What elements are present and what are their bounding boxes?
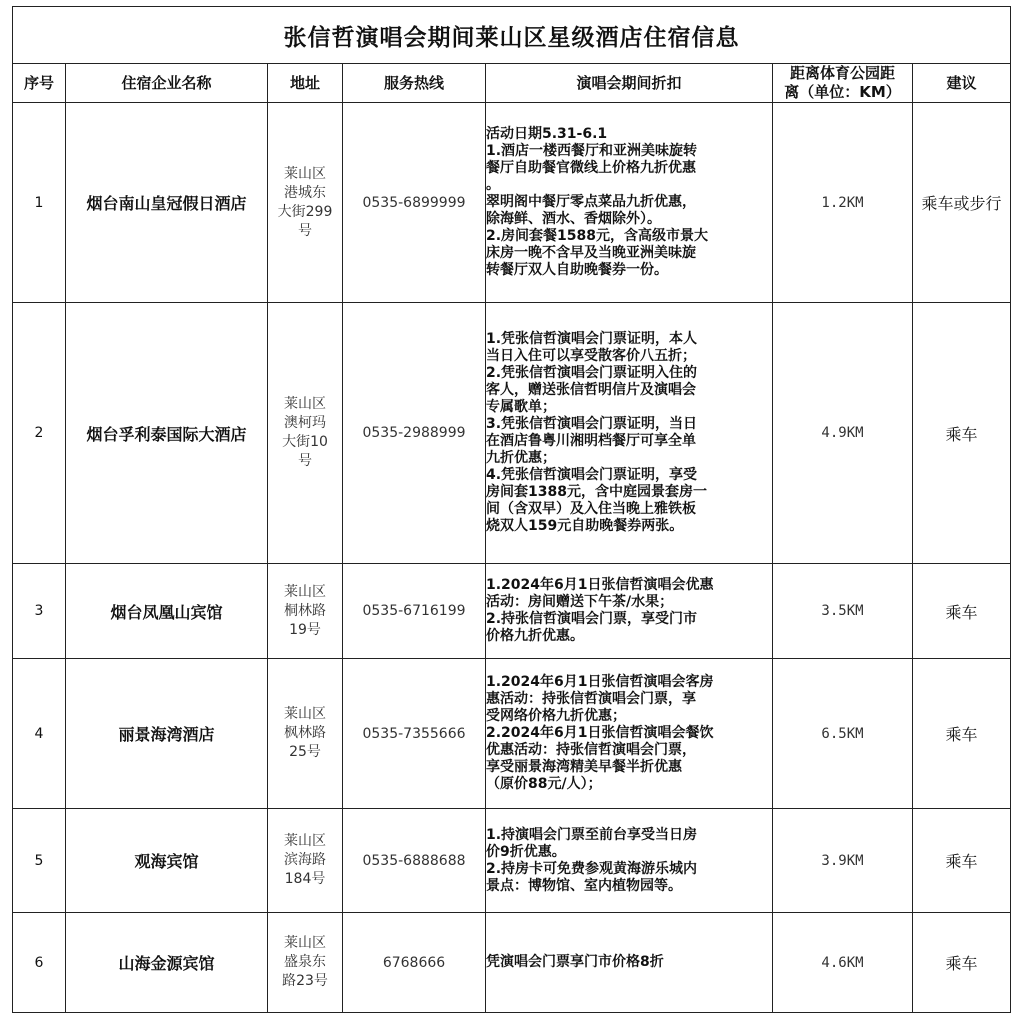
hotel-address <box>268 303 343 564</box>
address-line: 港城东 <box>284 184 326 201</box>
hotel-name: 丽景海湾酒店 <box>66 659 268 809</box>
hotel-discount <box>486 809 773 913</box>
discount-line: 2.凭张信哲演唱会门票证明入住的 <box>486 365 698 381</box>
discount-line: 翠明阁中餐厅零点菜品九折优惠， <box>486 194 696 210</box>
hotel-hotline: 0535-6899999 <box>343 103 486 303</box>
discount-line: 房间套1388元，含中庭园景套房一 <box>486 484 707 500</box>
address-line: 184号 <box>284 871 326 887</box>
table-row <box>13 913 1011 1013</box>
discount-line: 价9折优惠。 <box>486 843 566 860</box>
discount-line: 4.凭张信哲演唱会门票证明，享受 <box>486 467 698 483</box>
discount-line: 2.房间套餐1588元，含高级市景大 <box>486 228 709 244</box>
discount-line: 1.持演唱会门票至前台享受当日房 <box>486 826 698 843</box>
hotel-suggestion: 乘车 <box>913 809 1011 913</box>
hotel-info-sheet <box>12 6 1010 1013</box>
address-line: 滨海路 <box>284 852 326 868</box>
hotel-discount <box>486 913 773 1013</box>
row-index: 2 <box>13 303 66 564</box>
address-line: 莱山区 <box>284 935 326 951</box>
hotel-address <box>268 913 343 1013</box>
discount-line: 间（含双早）及入住当晚上雅铁板 <box>486 501 696 517</box>
discount-line: 1.2024年6月1日张信哲演唱会客房 <box>486 674 714 690</box>
header-discount: 演唱会期间折扣 <box>486 64 773 103</box>
address-line: 桐林路 <box>284 602 326 619</box>
hotel-suggestion: 乘车 <box>913 913 1011 1013</box>
table-row <box>13 103 1011 303</box>
address-line: 号 <box>298 453 312 469</box>
discount-line: 在酒店鲁粤川湘明档餐厅可享全单 <box>486 433 696 449</box>
discount-line: 惠活动：持张信哲演唱会门票，享 <box>486 691 696 707</box>
address-line: 莱山区 <box>284 833 326 849</box>
discount-line: 2.持房卡可免费参观黄海游乐城内 <box>486 860 698 877</box>
discount-line: 凭演唱会门票享门市价格8折 <box>486 954 664 970</box>
table-row <box>13 303 1011 564</box>
discount-line: 1.酒店一楼西餐厅和亚洲美味旋转 <box>486 143 698 159</box>
discount-line: 受网络价格九折优惠； <box>486 708 626 724</box>
address-line: 大街10 <box>282 434 328 450</box>
discount-line: 1.2024年6月1日张信哲演唱会优惠 <box>486 577 714 593</box>
address-line: 莱山区 <box>284 165 326 182</box>
table-row <box>13 809 1011 913</box>
discount-line: 2.2024年6月1日张信哲演唱会餐饮 <box>486 725 714 741</box>
hotel-distance: 3.9KM <box>773 809 913 913</box>
hotel-hotline: 0535-6716199 <box>343 564 486 659</box>
discount-line: 2.持张信哲演唱会门票，享受门市 <box>486 611 698 627</box>
discount-line: 九折优惠； <box>486 450 556 466</box>
hotel-hotline: 0535-2988999 <box>343 303 486 564</box>
discount-line: 转餐厅双人自助晚餐券一份。 <box>486 262 668 278</box>
hotel-suggestion: 乘车 <box>913 564 1011 659</box>
header-address: 地址 <box>268 64 343 103</box>
hotel-discount <box>486 564 773 659</box>
hotel-hotline: 6768666 <box>343 913 486 1013</box>
hotel-distance: 6.5KM <box>773 659 913 809</box>
discount-line: 优惠活动：持张信哲演唱会门票， <box>486 742 696 758</box>
discount-line: 除海鲜、酒水、香烟除外）。 <box>486 211 661 227</box>
hotel-distance: 4.9KM <box>773 303 913 564</box>
header-distance <box>773 64 913 103</box>
hotel-hotline: 0535-6888688 <box>343 809 486 913</box>
row-index: 3 <box>13 564 66 659</box>
discount-line: 活动：房间赠送下午茶/水果； <box>486 594 674 610</box>
address-line: 枫林路 <box>284 725 326 741</box>
address-line: 号 <box>298 222 312 239</box>
hotel-distance: 4.6KM <box>773 913 913 1013</box>
row-index: 1 <box>13 103 66 303</box>
hotel-name: 烟台孚利泰国际大酒店 <box>66 303 268 564</box>
address-line: 莱山区 <box>284 396 326 412</box>
discount-line: 3.凭张信哲演唱会门票证明，当日 <box>486 416 698 432</box>
address-line: 大街299 <box>277 203 333 220</box>
page-title: 张信哲演唱会期间莱山区星级酒店住宿信息 <box>13 7 1011 64</box>
discount-line: 当日入住可以享受散客价八五折； <box>486 348 696 364</box>
row-index: 4 <box>13 659 66 809</box>
discount-line: 价格九折优惠。 <box>486 628 584 644</box>
hotel-discount <box>486 659 773 809</box>
discount-line: 餐厅自助餐官微线上价格九折优惠 <box>486 160 696 176</box>
hotel-discount <box>486 103 773 303</box>
row-index: 5 <box>13 809 66 913</box>
address-line: 25号 <box>289 744 321 760</box>
hotel-address <box>268 659 343 809</box>
discount-line: 烧双人159元自助晚餐券两张。 <box>486 518 684 534</box>
header-row <box>13 64 1011 103</box>
table-row <box>13 564 1011 659</box>
hotel-name: 烟台南山皇冠假日酒店 <box>66 103 268 303</box>
hotel-distance: 3.5KM <box>773 564 913 659</box>
header-name: 住宿企业名称 <box>66 64 268 103</box>
header-suggestion: 建议 <box>913 64 1011 103</box>
hotel-name: 山海金源宾馆 <box>66 913 268 1013</box>
discount-line: 活动日期5.31-6.1 <box>486 126 608 142</box>
header-index: 序号 <box>13 64 66 103</box>
discount-line: 专属歌单； <box>486 399 556 415</box>
hotel-distance: 1.2KM <box>773 103 913 303</box>
discount-line: 。 <box>486 177 500 193</box>
table-row <box>13 659 1011 809</box>
discount-line: 1.凭张信哲演唱会门票证明，本人 <box>486 331 698 347</box>
hotel-hotline: 0535-7355666 <box>343 659 486 809</box>
address-line: 澳柯玛 <box>284 415 326 431</box>
row-index: 6 <box>13 913 66 1013</box>
discount-line: 床房一晚不含早及当晚亚洲美味旋 <box>486 245 696 261</box>
address-line: 19号 <box>289 621 321 638</box>
header-distance-line2: 离（单位：KM） <box>784 83 901 101</box>
address-line: 盛泉东 <box>284 954 326 970</box>
address-line: 莱山区 <box>284 583 326 600</box>
hotel-address <box>268 103 343 303</box>
discount-line: 客人，赠送张信哲明信片及演唱会 <box>486 382 696 398</box>
hotel-suggestion: 乘车 <box>913 303 1011 564</box>
hotel-suggestion: 乘车 <box>913 659 1011 809</box>
hotel-address <box>268 809 343 913</box>
hotel-suggestion: 乘车或步行 <box>913 103 1011 303</box>
hotel-name: 观海宾馆 <box>66 809 268 913</box>
header-hotline: 服务热线 <box>343 64 486 103</box>
address-line: 莱山区 <box>284 706 326 722</box>
discount-line: 景点：博物馆、室内植物园等。 <box>486 877 682 894</box>
discount-line: （原价88元/人）； <box>486 776 602 792</box>
discount-line: 享受丽景海湾精美早餐半折优惠 <box>486 759 682 775</box>
header-distance-line1: 距离体育公园距 <box>789 64 895 82</box>
hotel-name: 烟台凤凰山宾馆 <box>66 564 268 659</box>
hotel-address <box>268 564 343 659</box>
hotel-discount <box>486 303 773 564</box>
hotel-info-table <box>12 6 1011 1013</box>
address-line: 路23号 <box>282 973 328 989</box>
